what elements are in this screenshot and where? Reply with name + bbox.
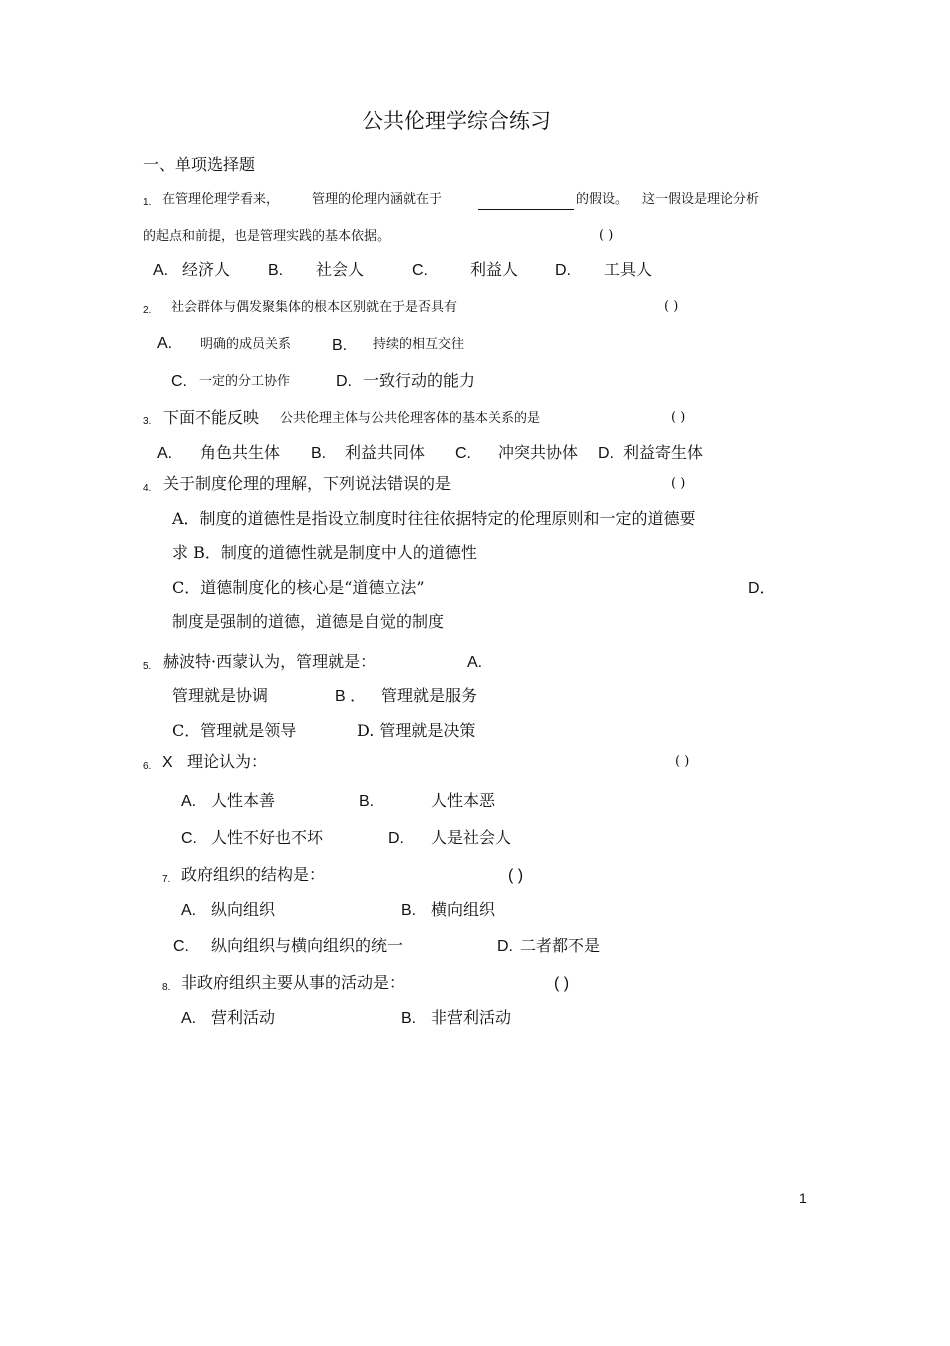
q2-option-d-letter: D. bbox=[336, 373, 352, 390]
q3-text-a: 下面不能反映 bbox=[163, 408, 260, 427]
q6-option-a-letter: A. bbox=[181, 793, 197, 810]
q3-option-d-text[interactable]: 利益寄生体 bbox=[623, 443, 704, 462]
q7-option-a-text[interactable]: 纵向组织 bbox=[211, 900, 276, 919]
q6-text-b: 理论认为： bbox=[187, 752, 268, 771]
q3-option-a-letter: A. bbox=[157, 445, 173, 462]
q5-option-c[interactable]: C．管理就是领导 bbox=[172, 721, 297, 740]
q7-number: 7. bbox=[162, 874, 171, 885]
q8-text: 非政府组织主要从事的活动是： bbox=[181, 973, 406, 992]
q5-option-b-letter: B ． bbox=[335, 688, 367, 705]
q7-option-c-text[interactable]: 纵向组织与横向组织的统一 bbox=[211, 936, 404, 955]
q7-option-a-letter: A. bbox=[181, 902, 197, 919]
page-title: 公共伦理学综合练习 bbox=[362, 109, 551, 133]
q6-option-c-letter: C. bbox=[181, 830, 197, 847]
q3-option-a-text[interactable]: 角色共生体 bbox=[200, 443, 281, 462]
q1-option-d-letter: D. bbox=[555, 262, 571, 279]
q3-option-c-letter: C. bbox=[455, 445, 471, 462]
q3-text-b: 公共伦理主体与公共伦理客体的基本关系的是 bbox=[280, 411, 541, 426]
q8-option-b-letter: B. bbox=[401, 1010, 417, 1027]
q2-option-d-text[interactable]: 一致行动的能力 bbox=[363, 371, 476, 390]
q1-option-a-letter: A. bbox=[153, 262, 169, 279]
q7-option-d-text[interactable]: 二者都不是 bbox=[520, 936, 601, 955]
q4-option-d-letter: D． bbox=[748, 580, 776, 597]
q3-option-c-text[interactable]: 冲突共协体 bbox=[498, 443, 579, 462]
q1-text-a: 在管理伦理学看来， bbox=[162, 192, 280, 207]
q6-number: 6. bbox=[143, 761, 152, 772]
q1-option-a-text[interactable]: 经济人 bbox=[182, 260, 231, 279]
section-heading: 一、单项选择题 bbox=[143, 155, 256, 174]
q2-number: 2. bbox=[143, 305, 152, 316]
q5-option-d[interactable]: D. 管理就是决策 bbox=[357, 721, 476, 740]
q2-text: 社会群体与偶发聚集体的根本区别就在于是否具有 bbox=[171, 300, 458, 315]
page-number: 1 bbox=[799, 1190, 807, 1206]
q4-text: 关于制度伦理的理解，下列说法错误的是 bbox=[163, 474, 452, 493]
q6-text-a: X bbox=[162, 754, 173, 771]
q5-text: 赫波特·西蒙认为，管理就是： bbox=[163, 652, 377, 671]
q6-option-b-letter: B. bbox=[359, 793, 375, 810]
q7-answer-paren[interactable]: ( ) bbox=[508, 867, 524, 884]
q3-option-b-letter: B. bbox=[311, 445, 327, 462]
q6-option-c-text[interactable]: 人性不好也不坏 bbox=[211, 828, 324, 847]
q7-option-b-text[interactable]: 横向组织 bbox=[431, 900, 496, 919]
q5-option-b-text[interactable]: 管理就是服务 bbox=[381, 686, 478, 705]
q8-option-a-text[interactable]: 营利活动 bbox=[211, 1008, 276, 1027]
q2-option-b-letter: B. bbox=[332, 337, 348, 354]
q6-option-d-text[interactable]: 人是社会人 bbox=[431, 828, 512, 847]
q2-option-b-text[interactable]: 持续的相互交往 bbox=[373, 337, 465, 352]
q1-option-b-letter: B. bbox=[268, 262, 284, 279]
q1-option-c-text[interactable]: 利益人 bbox=[470, 260, 519, 279]
q6-option-a-text[interactable]: 人性本善 bbox=[211, 791, 276, 810]
q3-option-b-text[interactable]: 利益共同体 bbox=[345, 443, 426, 462]
q2-option-c-text[interactable]: 一定的分工协作 bbox=[199, 374, 291, 389]
q4-option-a[interactable]: A．制度的道德性是指设立制度时往往依据特定的伦理原则和一定的道德要 bbox=[172, 509, 696, 528]
q1-text-d: 这一假设是理论分析 bbox=[642, 192, 760, 207]
q1-text-c: 的假设。 bbox=[576, 192, 629, 207]
q8-answer-paren[interactable]: ( ) bbox=[554, 975, 570, 992]
q1-option-c-letter: C. bbox=[412, 262, 428, 279]
q7-option-c-letter: C. bbox=[173, 938, 189, 955]
q6-answer-paren[interactable]: ( ) bbox=[675, 754, 690, 769]
q3-number: 3. bbox=[143, 416, 152, 427]
q1-line2: 的起点和前提，也是管理实践的基本依据。 bbox=[143, 229, 391, 244]
q5-number: 5. bbox=[143, 661, 152, 672]
q3-answer-paren[interactable]: ( ) bbox=[671, 410, 686, 425]
q6-option-b-text[interactable]: 人性本恶 bbox=[431, 791, 496, 810]
q1-fill-blank[interactable] bbox=[478, 209, 574, 210]
q8-number: 8. bbox=[162, 982, 171, 993]
q1-number: 1. bbox=[143, 197, 152, 208]
q4-option-b[interactable]: 求 B．制度的道德性就是制度中人的道德性 bbox=[172, 543, 477, 562]
q1-answer-paren[interactable]: ( ) bbox=[599, 228, 614, 243]
q8-option-b-text[interactable]: 非营利活动 bbox=[431, 1008, 512, 1027]
q2-option-a-text[interactable]: 明确的成员关系 bbox=[200, 337, 292, 352]
q4-option-c[interactable]: C．道德制度化的核心是“道德立法” bbox=[172, 578, 425, 597]
q8-option-a-letter: A. bbox=[181, 1010, 197, 1027]
q1-text-b: 管理的伦理内涵就在于 bbox=[312, 192, 443, 207]
q3-option-d-letter: D. bbox=[598, 445, 614, 462]
q5-option-a-letter: A. bbox=[467, 654, 483, 671]
q4-option-d-text[interactable]: 制度是强制的道德，道德是自觉的制度 bbox=[172, 612, 445, 631]
q2-option-c-letter: C. bbox=[171, 373, 187, 390]
q2-answer-paren[interactable]: ( ) bbox=[664, 299, 679, 314]
q7-option-b-letter: B. bbox=[401, 902, 417, 919]
q7-text: 政府组织的结构是： bbox=[181, 865, 326, 884]
q1-option-b-text[interactable]: 社会人 bbox=[316, 260, 365, 279]
q7-option-d-letter: D. bbox=[497, 938, 513, 955]
q2-option-a-letter: A. bbox=[157, 335, 173, 352]
q6-option-d-letter: D. bbox=[388, 830, 404, 847]
q1-option-d-text[interactable]: 工具人 bbox=[604, 260, 653, 279]
q5-option-a-text[interactable]: 管理就是协调 bbox=[172, 686, 269, 705]
q4-answer-paren[interactable]: ( ) bbox=[671, 476, 686, 491]
q4-number: 4. bbox=[143, 483, 152, 494]
